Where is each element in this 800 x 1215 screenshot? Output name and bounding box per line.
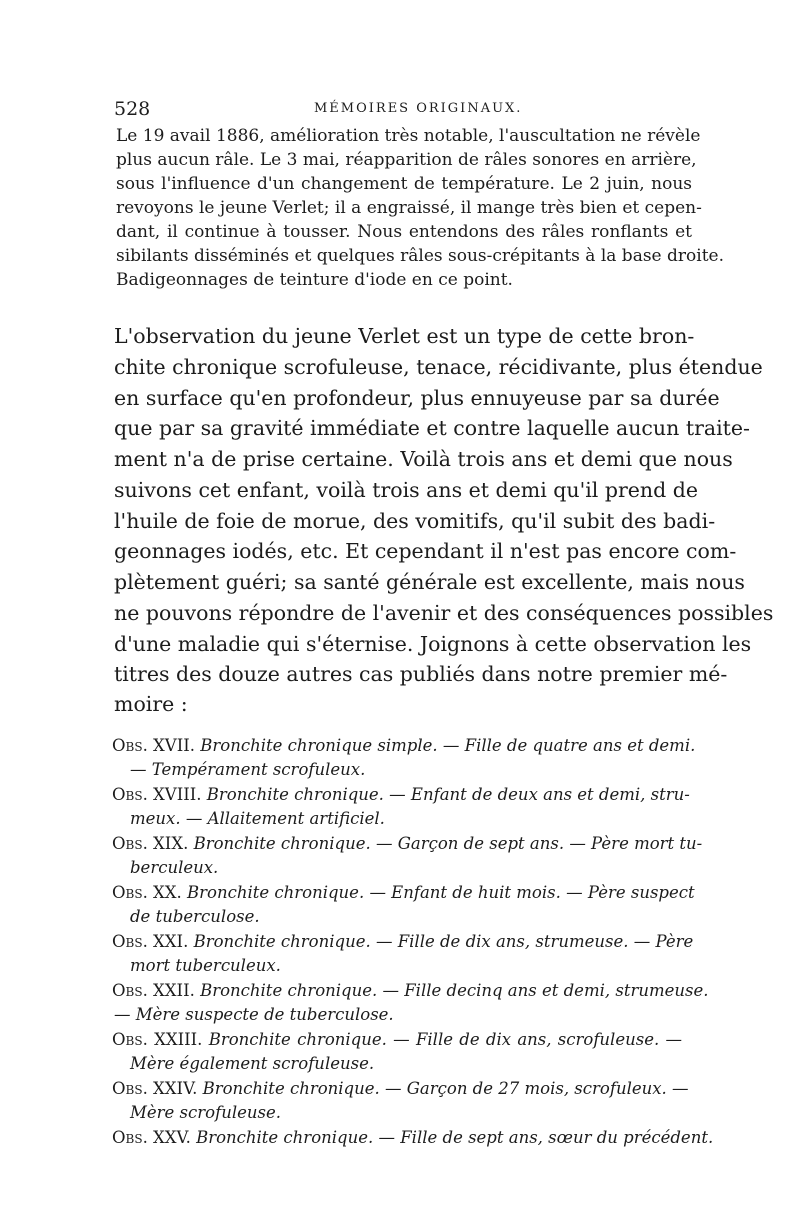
observation-continuation: meux. — Allaitement artificiel. [130, 809, 385, 828]
observation-continuation: — Tempérament scrofuleux. [130, 760, 366, 779]
text-line: sibilants disséminés et quelques râles sous-crépitants à la base droite. [116, 246, 724, 266]
text-line: sous l'influence d'un changement de température. Le 2 juin, nous [116, 174, 692, 194]
text-line: chite chronique scrofuleuse, tenace, récidivante, plus étendue [114, 355, 763, 379]
observation-label: Obs. XX. [112, 883, 182, 902]
text-line: plètement guéri; sa santé générale est excellente, mais nous [114, 570, 745, 594]
text-line: revoyons le jeune Verlet; il a engraissé, il mange très bien et cepen- [116, 198, 702, 218]
observation-title: Bronchite chronique. — Garçon de sept ans. — Père mort tu- [193, 834, 703, 853]
observation-continuation: mort tuberculeux. [130, 956, 281, 975]
text-line: ne pouvons répondre de l'avenir et des conséquences possibles [114, 601, 774, 625]
text-line: ment n'a de prise certaine. Voilà trois ans et demi que nous [114, 447, 733, 471]
observation-label: Obs. XXIV. [112, 1079, 198, 1098]
observation-label: Obs. XVII. [112, 736, 195, 755]
text-line: d'une maladie qui s'éternise. Joignons à cette observation les [114, 632, 752, 656]
observation-line [112, 1030, 682, 1049]
observation-label: Obs. XXIII. [112, 1030, 203, 1049]
observation-title: Bronchite chronique. — Garçon de 27 mois, scrofuleux. — [202, 1079, 689, 1098]
observation-continuation: de tuberculose. [130, 907, 260, 926]
running-header [114, 98, 688, 120]
observation-continuation: — Mère suspecte de tuberculose. [114, 1005, 394, 1024]
running-title: MÉMOIRES ORIGINAUX. [314, 101, 523, 116]
text-line: moire : [114, 692, 188, 716]
text-line: L'observation du jeune Verlet est un type de cette bron- [114, 324, 695, 348]
text-line: Le 19 avail 1886, amélioration très notable, l'auscultation ne révèle [116, 126, 701, 146]
observation-line [112, 1128, 714, 1147]
text-line: l'huile de foie de morue, des vomitifs, qu'il subit des badi- [114, 509, 716, 533]
text-line: geonnages iodés, etc. Et cependant il n'est pas encore com- [114, 539, 737, 563]
observation-title: Bronchite chronique. — Enfant de huit mois. — Père suspect [187, 883, 695, 902]
observation-line [112, 981, 709, 1000]
observation-label: Obs. XIX. [112, 834, 189, 853]
observation-label: Obs. XXI. [112, 932, 189, 951]
text-line: Badigeonnages de teinture d'iode en ce point. [116, 270, 513, 290]
observation-line [112, 834, 703, 853]
page-number: 528 [114, 98, 151, 120]
text-line: suivons cet enfant, voilà trois ans et demi qu'il prend de [114, 478, 699, 502]
observation-title: Bronchite chronique. — Fille decinq ans et demi, strumeuse. [200, 981, 709, 1000]
observation-title: Bronchite chronique. — Fille de sept ans, sœur du précédent. [196, 1128, 714, 1147]
observation-title: Bronchite chronique simple. — Fille de quatre ans et demi. [200, 736, 696, 755]
observation-title: Bronchite chronique. — Fille de dix ans, scrofuleuse. — [208, 1030, 682, 1049]
observation-label: Obs. XXV. [112, 1128, 191, 1147]
text-line: en surface qu'en profondeur, plus ennuyeuse par sa durée [114, 386, 720, 410]
observation-continuation: Mère scrofuleuse. [130, 1103, 281, 1122]
observation-label: Obs. XVIII. [112, 785, 202, 804]
text-line: dant, il continue à tousser. Nous entendons des râles ronflants et [116, 222, 692, 242]
text-line: plus aucun râle. Le 3 mai, réapparition de râles sonores en arrière, [116, 150, 697, 170]
observation-line [112, 1079, 689, 1098]
observation-line [112, 883, 695, 902]
observation-line [112, 736, 696, 755]
observation-label: Obs. XXII. [112, 981, 195, 1000]
observation-line [112, 785, 690, 804]
observation-title: Bronchite chronique. — Fille de dix ans, strumeuse. — Père [193, 932, 694, 951]
observation-line [112, 932, 694, 951]
text-line: que par sa gravité immédiate et contre laquelle aucun traite- [114, 416, 750, 440]
observation-continuation: Mère également scrofuleuse. [130, 1054, 375, 1073]
observation-continuation: berculeux. [130, 858, 219, 877]
observation-title: Bronchite chronique. — Enfant de deux ans et demi, stru- [206, 785, 690, 804]
text-line: titres des douze autres cas publiés dans notre premier mé- [114, 662, 728, 686]
